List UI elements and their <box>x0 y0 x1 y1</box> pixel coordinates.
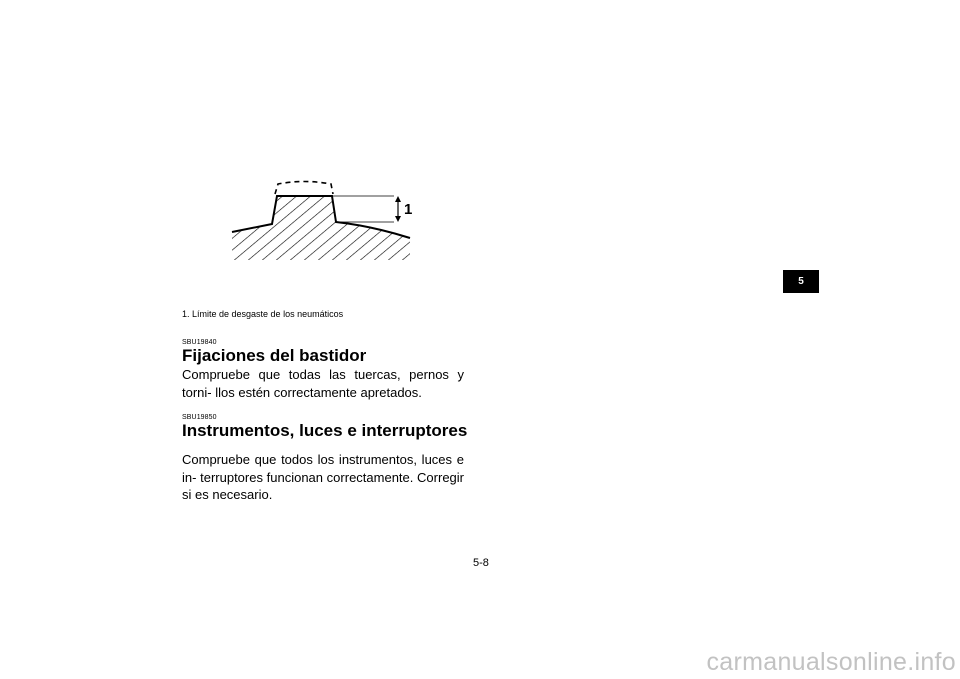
section-title: Instrumentos, luces e interruptores <box>182 421 468 440</box>
figure-caption: 1. Límite de desgaste de los neumáticos <box>182 309 344 319</box>
section-code: SBU19840 <box>182 339 217 346</box>
page-number: 5-8 <box>473 557 489 569</box>
callout-number: 1 <box>404 201 413 218</box>
section-body: Compruebe que todas las tuercas, pernos y torni- llos estén correctamente apretados. <box>182 367 464 400</box>
section-body: Compruebe que todos los instrumentos, luces e in- terruptores funcionan correctamente. Corregir si es necesario. <box>182 452 464 502</box>
arrow-head-down-icon <box>395 216 401 222</box>
watermark: carmanualsonline.info <box>706 648 956 676</box>
chapter-tab[interactable]: 5 <box>783 270 819 293</box>
arrow-head-up-icon <box>395 196 401 202</box>
section-title: Fijaciones del bastidor <box>182 346 367 365</box>
original-tread-dashed <box>275 182 333 195</box>
tire-hatching <box>222 176 422 260</box>
section-code: SBU19850 <box>182 414 217 421</box>
tire-tread-wear-diagram <box>222 176 422 260</box>
